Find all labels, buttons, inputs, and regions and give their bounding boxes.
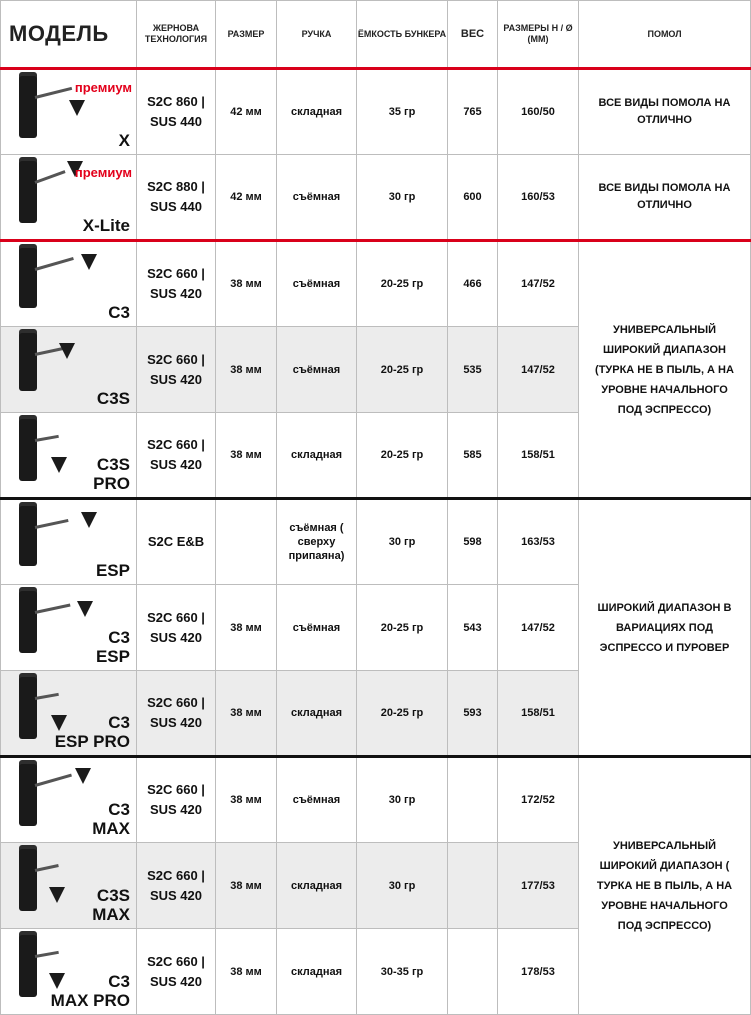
- capacity-cell: 20-25 гр: [357, 327, 448, 413]
- model-name: C3S MAX: [92, 886, 130, 924]
- handle-cell: съёмная: [277, 241, 357, 327]
- capacity-cell: 30 гр: [357, 155, 448, 241]
- size-cell: 38 мм: [216, 757, 277, 843]
- size-cell: 42 мм: [216, 69, 277, 155]
- model-name: C3S: [96, 389, 130, 408]
- model-name: C3 MAX PRO: [50, 972, 130, 1010]
- grind-cell: ВСЕ ВИДЫ ПОМОЛА НА ОТЛИЧНО: [579, 69, 751, 155]
- capacity-cell: 20-25 гр: [357, 585, 448, 671]
- weight-cell: 585: [448, 413, 498, 499]
- capacity-cell: 20-25 гр: [357, 671, 448, 757]
- header-grind: ПОМОЛ: [579, 1, 751, 69]
- weight-cell: [448, 843, 498, 929]
- handle-cell: съёмная: [277, 757, 357, 843]
- header-row: [1, 1, 751, 69]
- handle-cell: складная: [277, 69, 357, 155]
- grind-cell: ШИРОКИЙ ДИАПАЗОН В ВАРИАЦИЯХ ПОД ЭСПРЕССО И ПУРОВЕР: [579, 499, 751, 757]
- header-handle: РУЧКА: [277, 1, 357, 69]
- header-capacity: ЁМКОСТЬ БУНКЕРА: [357, 1, 448, 69]
- size-cell: 38 мм: [216, 929, 277, 1015]
- header-tech: ЖЕРНОВА ТЕХНОЛОГИЯ: [137, 1, 216, 69]
- dims-cell: 172/52: [498, 757, 579, 843]
- tech-cell: S2C 660 | SUS 420: [137, 327, 216, 413]
- size-cell: 38 мм: [216, 671, 277, 757]
- dims-cell: 160/50: [498, 69, 579, 155]
- model-variant: ESP: [95, 647, 130, 666]
- model-variant: ESP PRO: [54, 732, 130, 751]
- tech-cell: S2C 880 | SUS 440: [137, 155, 216, 241]
- weight-cell: 600: [448, 155, 498, 241]
- model-name: C3 MAX: [92, 800, 130, 838]
- handle-cell: складная: [277, 671, 357, 757]
- capacity-cell: 35 гр: [357, 69, 448, 155]
- model-name: X: [118, 131, 130, 150]
- tech-cell: S2C 660 | SUS 420: [137, 671, 216, 757]
- table-row: [1, 155, 751, 241]
- model-cell: [1, 843, 137, 929]
- grind-cell: ВСЕ ВИДЫ ПОМОЛА НА ОТЛИЧНО: [579, 155, 751, 241]
- dims-cell: 163/53: [498, 499, 579, 585]
- model-cell: [1, 327, 137, 413]
- model-name: C3 ESP: [95, 628, 130, 666]
- dims-cell: 177/53: [498, 843, 579, 929]
- tech-cell: S2C 660 | SUS 420: [137, 585, 216, 671]
- table-row: [1, 757, 751, 843]
- weight-cell: 543: [448, 585, 498, 671]
- tech-cell: S2C 660 | SUS 420: [137, 929, 216, 1015]
- handle-cell: складная: [277, 929, 357, 1015]
- weight-cell: [448, 929, 498, 1015]
- grind-cell: УНИВЕРСАЛЬНЫЙ ШИРОКИЙ ДИАПАЗОН ( ТУРКА НЕ В ПЫЛЬ, А НА УРОВНЕ НАЧАЛЬНОГО ПОД ЭСПРЕССО): [579, 757, 751, 1015]
- model-cell: [1, 929, 137, 1015]
- header-weight: ВЕС: [448, 1, 498, 69]
- tech-cell: S2C 660 | SUS 420: [137, 757, 216, 843]
- model-name: C3 ESP PRO: [54, 713, 130, 751]
- handle-cell: складная: [277, 843, 357, 929]
- table-row: [1, 69, 751, 155]
- size-cell: 38 мм: [216, 327, 277, 413]
- model-cell: [1, 413, 137, 499]
- weight-cell: 598: [448, 499, 498, 585]
- table-body: [1, 69, 751, 1015]
- weight-cell: 535: [448, 327, 498, 413]
- table-row: [1, 499, 751, 585]
- header-size: РАЗМЕР: [216, 1, 277, 69]
- model-cell: [1, 69, 137, 155]
- premium-label: премиум: [74, 165, 132, 180]
- model-variant: PRO: [93, 474, 130, 493]
- handle-cell: съёмная: [277, 155, 357, 241]
- premium-label: премиум: [74, 80, 132, 95]
- model-variant: MAX PRO: [50, 991, 130, 1010]
- header-model: МОДЕЛЬ: [1, 1, 137, 69]
- dims-cell: 158/51: [498, 413, 579, 499]
- model-name: ESP: [95, 561, 130, 580]
- size-cell: 38 мм: [216, 843, 277, 929]
- size-cell: 42 мм: [216, 155, 277, 241]
- capacity-cell: 30 гр: [357, 757, 448, 843]
- dims-cell: 147/52: [498, 241, 579, 327]
- model-cell: [1, 585, 137, 671]
- model-cell: [1, 155, 137, 241]
- handle-cell: складная: [277, 413, 357, 499]
- grind-cell: УНИВЕРСАЛЬНЫЙ ШИРОКИЙ ДИАПАЗОН (ТУРКА НЕ В ПЫЛЬ, А НА УРОВНЕ НАЧАЛЬНОГО ПОД ЭСПРЕССО): [579, 241, 751, 499]
- capacity-cell: 30-35 гр: [357, 929, 448, 1015]
- model-cell: [1, 241, 137, 327]
- model-name: X-Lite: [82, 216, 130, 235]
- model-cell: [1, 671, 137, 757]
- model-cell: [1, 499, 137, 585]
- capacity-cell: 30 гр: [357, 499, 448, 585]
- dims-cell: 158/51: [498, 671, 579, 757]
- tech-cell: S2C 660 | SUS 420: [137, 843, 216, 929]
- model-variant: MAX: [92, 905, 130, 924]
- header-dims: РАЗМЕРЫ Н / Ø (ММ): [498, 1, 579, 69]
- handle-cell: съёмная ( сверху припаяна): [277, 499, 357, 585]
- tech-cell: S2C E&B: [137, 499, 216, 585]
- weight-cell: 765: [448, 69, 498, 155]
- handle-cell: съёмная: [277, 327, 357, 413]
- dims-cell: 147/52: [498, 585, 579, 671]
- model-name: C3: [108, 303, 130, 322]
- capacity-cell: 20-25 гр: [357, 413, 448, 499]
- capacity-cell: 30 гр: [357, 843, 448, 929]
- dims-cell: 178/53: [498, 929, 579, 1015]
- weight-cell: 466: [448, 241, 498, 327]
- tech-cell: S2C 860 | SUS 440: [137, 69, 216, 155]
- handle-cell: съёмная: [277, 585, 357, 671]
- capacity-cell: 20-25 гр: [357, 241, 448, 327]
- dims-cell: 147/52: [498, 327, 579, 413]
- table-row: [1, 241, 751, 327]
- size-cell: 38 мм: [216, 585, 277, 671]
- size-cell: 38 мм: [216, 241, 277, 327]
- tech-cell: S2C 660 | SUS 420: [137, 413, 216, 499]
- tech-cell: S2C 660 | SUS 420: [137, 241, 216, 327]
- model-cell: [1, 757, 137, 843]
- model-variant: MAX: [92, 819, 130, 838]
- weight-cell: [448, 757, 498, 843]
- dims-cell: 160/53: [498, 155, 579, 241]
- model-name: C3S PRO: [93, 455, 130, 493]
- size-cell: 38 мм: [216, 413, 277, 499]
- weight-cell: 593: [448, 671, 498, 757]
- size-cell: [216, 499, 277, 585]
